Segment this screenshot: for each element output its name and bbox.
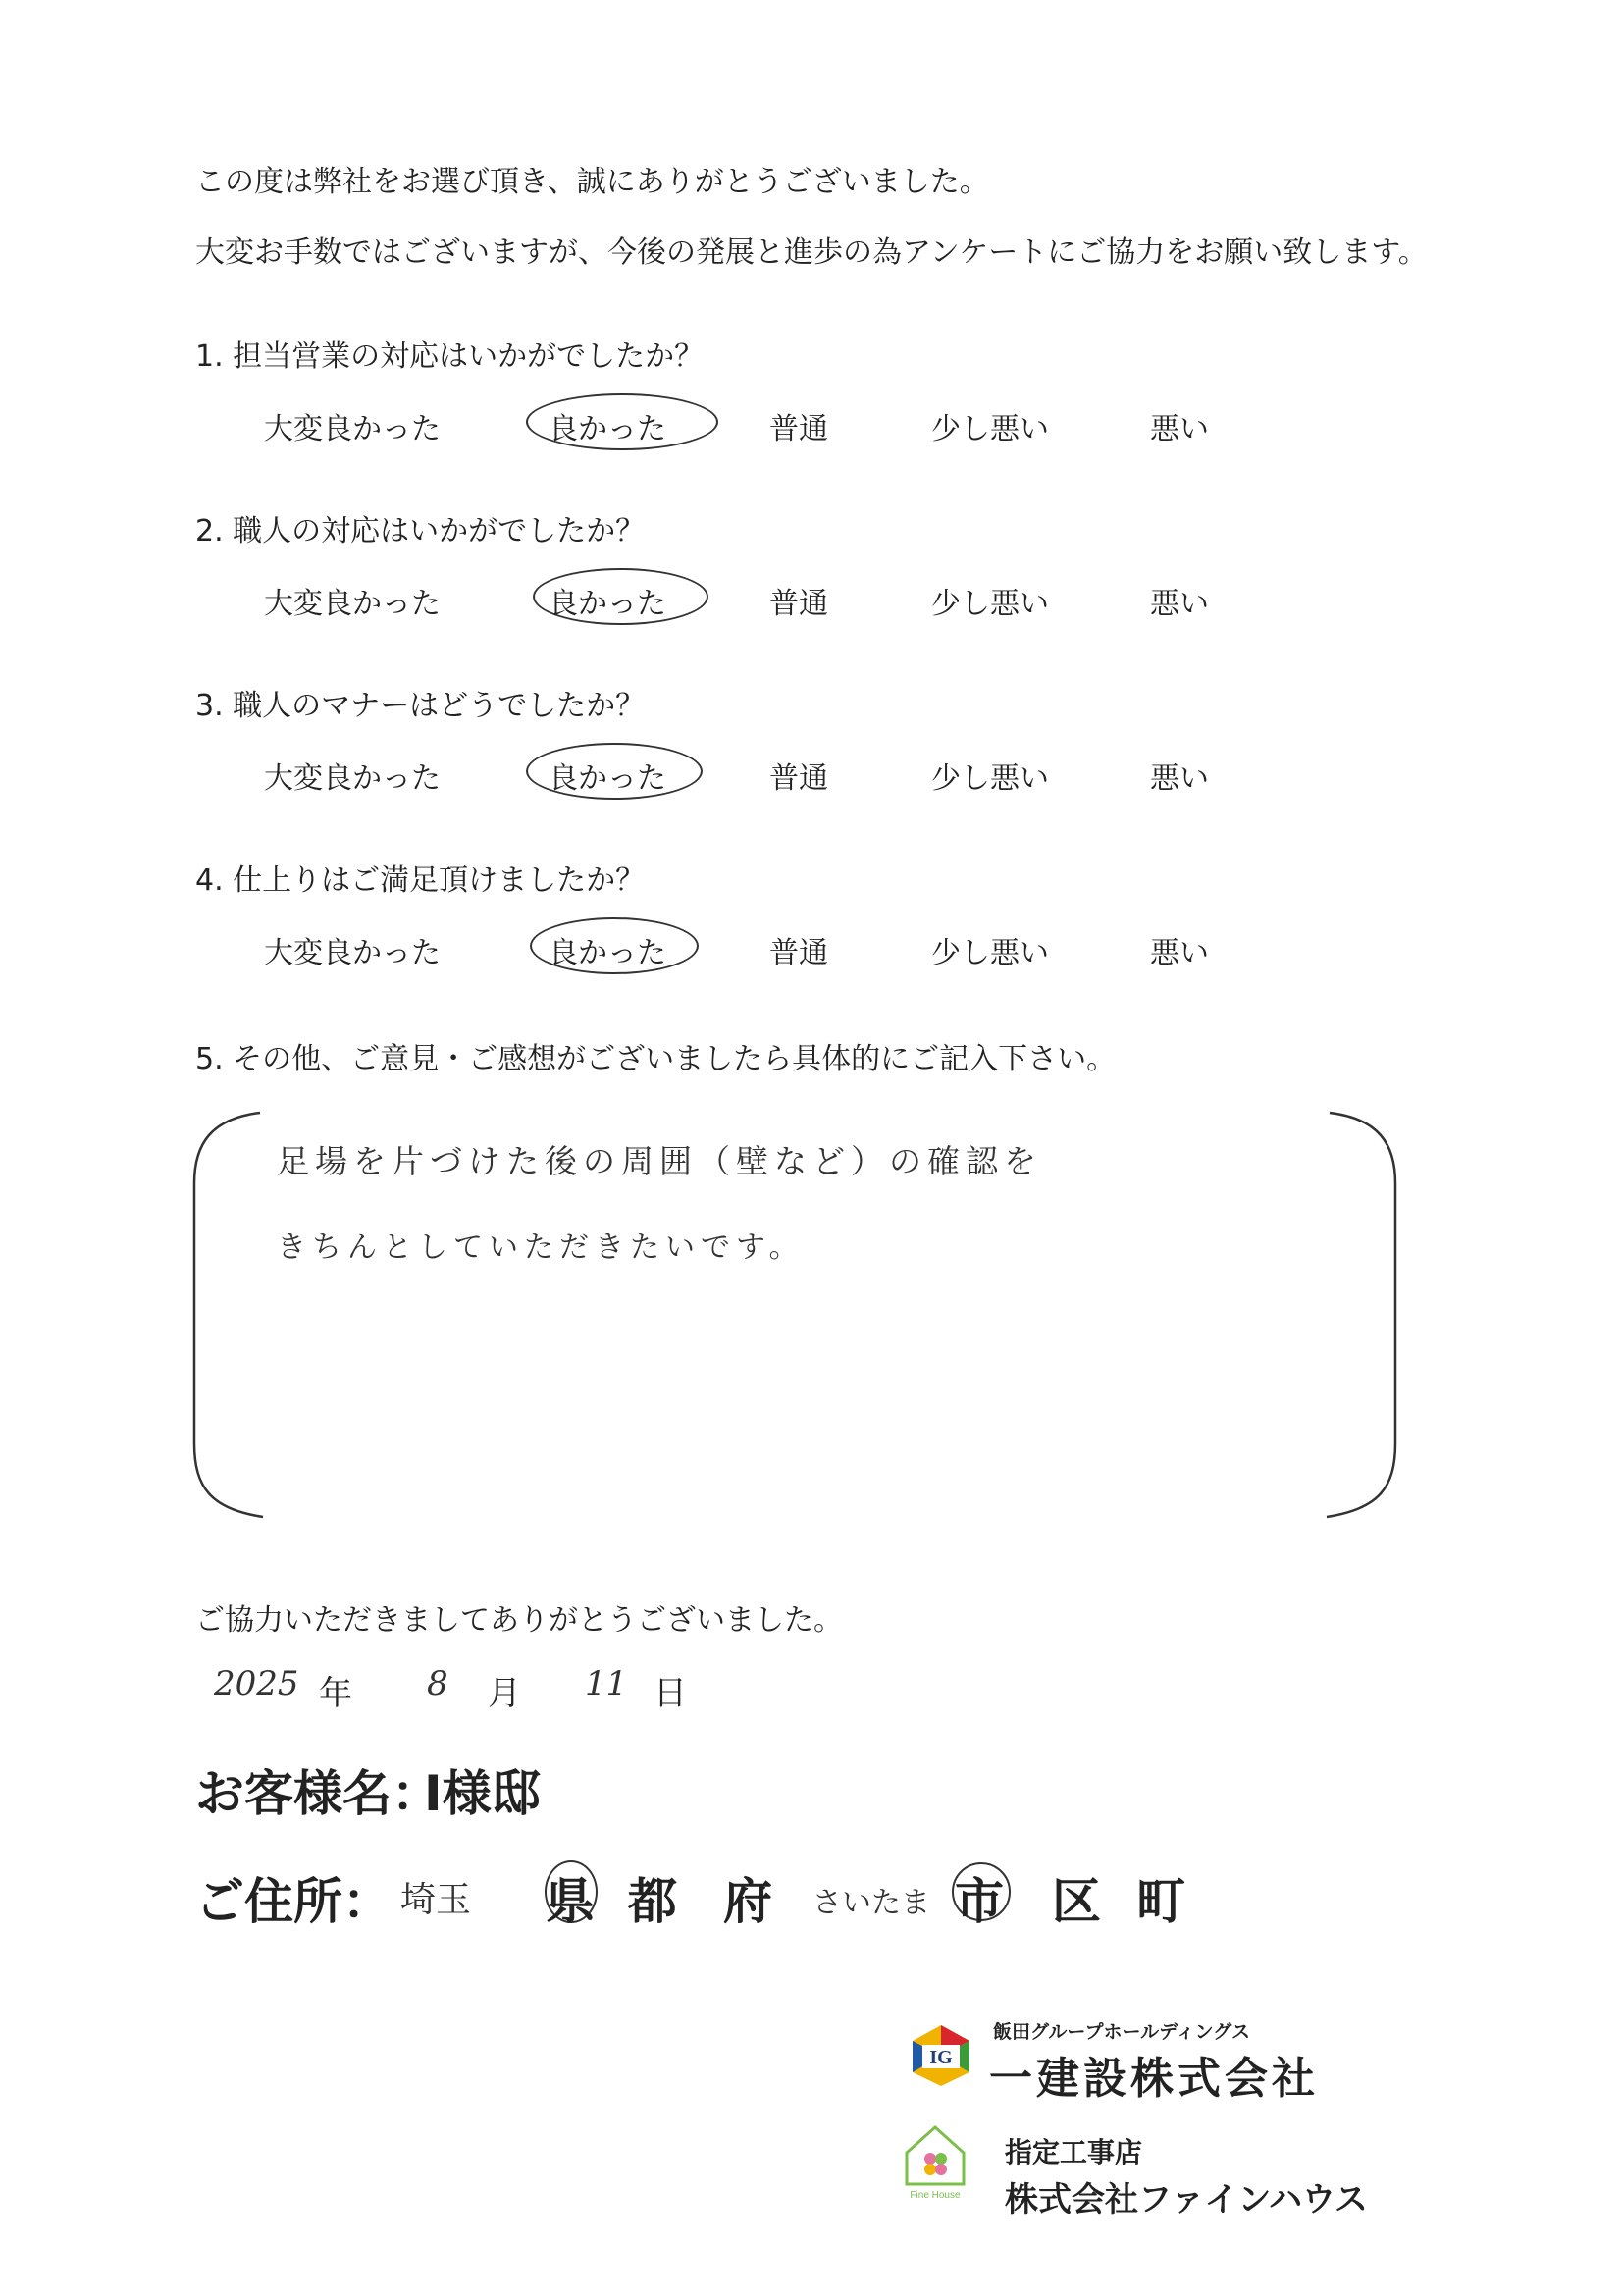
- q4-option-bad[interactable]: 悪い: [1150, 936, 1209, 970]
- q4-option-very-good[interactable]: 大変良かった: [264, 936, 441, 970]
- address-city-ku[interactable]: 区: [1052, 1873, 1101, 1930]
- q3-option-normal[interactable]: 普通: [769, 761, 828, 796]
- address-pref-ken[interactable]: 県: [546, 1873, 595, 1930]
- address-pref-fu[interactable]: 府: [723, 1873, 772, 1930]
- fine-house-logo-icon: [901, 2119, 969, 2202]
- comment-answer-line-1: 足場を片づけた後の周囲（壁など）の確認を: [277, 1142, 1042, 1180]
- dealer-label: 指定工事店: [1005, 2136, 1143, 2168]
- q3-option-very-good[interactable]: 大変良かった: [264, 761, 441, 796]
- q4-option-slightly-bad[interactable]: 少し悪い: [931, 936, 1049, 970]
- fine-house-logo-text: Fine House: [910, 2190, 961, 2201]
- date-day-label: 日: [654, 1674, 687, 1713]
- thanks-message: ご協力いただきましてありがとうございました。: [195, 1603, 843, 1638]
- company-group-name: 飯田グループホールディングス: [993, 2021, 1251, 2043]
- q1-option-bad[interactable]: 悪い: [1150, 412, 1209, 446]
- customer-name-label: お客様名：: [195, 1765, 441, 1822]
- question-4: 4. 仕上りはご満足頂けましたか？: [195, 863, 646, 898]
- intro-line-1: この度は弊社をお選び頂き、誠にありがとうございました。: [195, 165, 989, 199]
- company-name: 一建設株式会社: [989, 2054, 1319, 2104]
- q3-option-good[interactable]: 良かった: [549, 761, 666, 796]
- date-year-label: 年: [319, 1674, 352, 1713]
- address-city-written[interactable]: さいたま: [812, 1886, 930, 1920]
- q4-option-good[interactable]: 良かった: [549, 936, 666, 970]
- q1-option-slightly-bad[interactable]: 少し悪い: [931, 412, 1049, 446]
- q4-option-normal[interactable]: 普通: [769, 936, 828, 970]
- q2-option-slightly-bad[interactable]: 少し悪い: [931, 587, 1049, 621]
- question-1: 1. 担当営業の対応はいかがでしたか？: [195, 339, 705, 374]
- date-year-value[interactable]: 2025: [214, 1664, 299, 1703]
- date-month-label: 月: [488, 1674, 521, 1713]
- address-city-machi[interactable]: 町: [1136, 1873, 1185, 1930]
- question-5: 5. その他、ご意見・ご感想がございましたら具体的にご記入下さい。: [195, 1042, 1117, 1076]
- q2-option-normal[interactable]: 普通: [769, 587, 828, 621]
- address-prefecture-written[interactable]: 埼玉: [400, 1880, 472, 1920]
- question-3: 3. 職人のマナーはどうでしたか？: [195, 689, 646, 723]
- q1-option-good[interactable]: 良かった: [549, 412, 666, 446]
- address-label: ご住所：: [195, 1873, 392, 1930]
- q2-option-bad[interactable]: 悪い: [1150, 587, 1209, 621]
- intro-line-2: 大変お手数ではございますが、今後の発展と進歩の為アンケートにご協力をお願い致します。: [195, 235, 1428, 270]
- date-month-value[interactable]: 8: [427, 1664, 448, 1703]
- address-city-shi[interactable]: 市: [955, 1873, 1004, 1930]
- question-2: 2. 職人の対応はいかがでしたか？: [195, 514, 646, 548]
- ig-logo-letters: IG: [929, 2047, 953, 2068]
- dealer-name: 株式会社ファインハウス: [1005, 2180, 1368, 2219]
- address-pref-to[interactable]: 都: [628, 1873, 677, 1930]
- customer-name-value[interactable]: I様邸: [424, 1765, 541, 1822]
- q1-option-normal[interactable]: 普通: [769, 412, 828, 446]
- comment-answer-line-2: きちんとしていただきたいです。: [277, 1230, 805, 1265]
- q3-option-slightly-bad[interactable]: 少し悪い: [931, 761, 1049, 796]
- q2-option-good[interactable]: 良かった: [549, 587, 666, 621]
- date-day-value[interactable]: 11: [585, 1664, 628, 1703]
- ig-logo-icon: [909, 2023, 973, 2088]
- q2-option-very-good[interactable]: 大変良かった: [264, 587, 441, 621]
- q1-option-very-good[interactable]: 大変良かった: [264, 412, 441, 446]
- q3-option-bad[interactable]: 悪い: [1150, 761, 1209, 796]
